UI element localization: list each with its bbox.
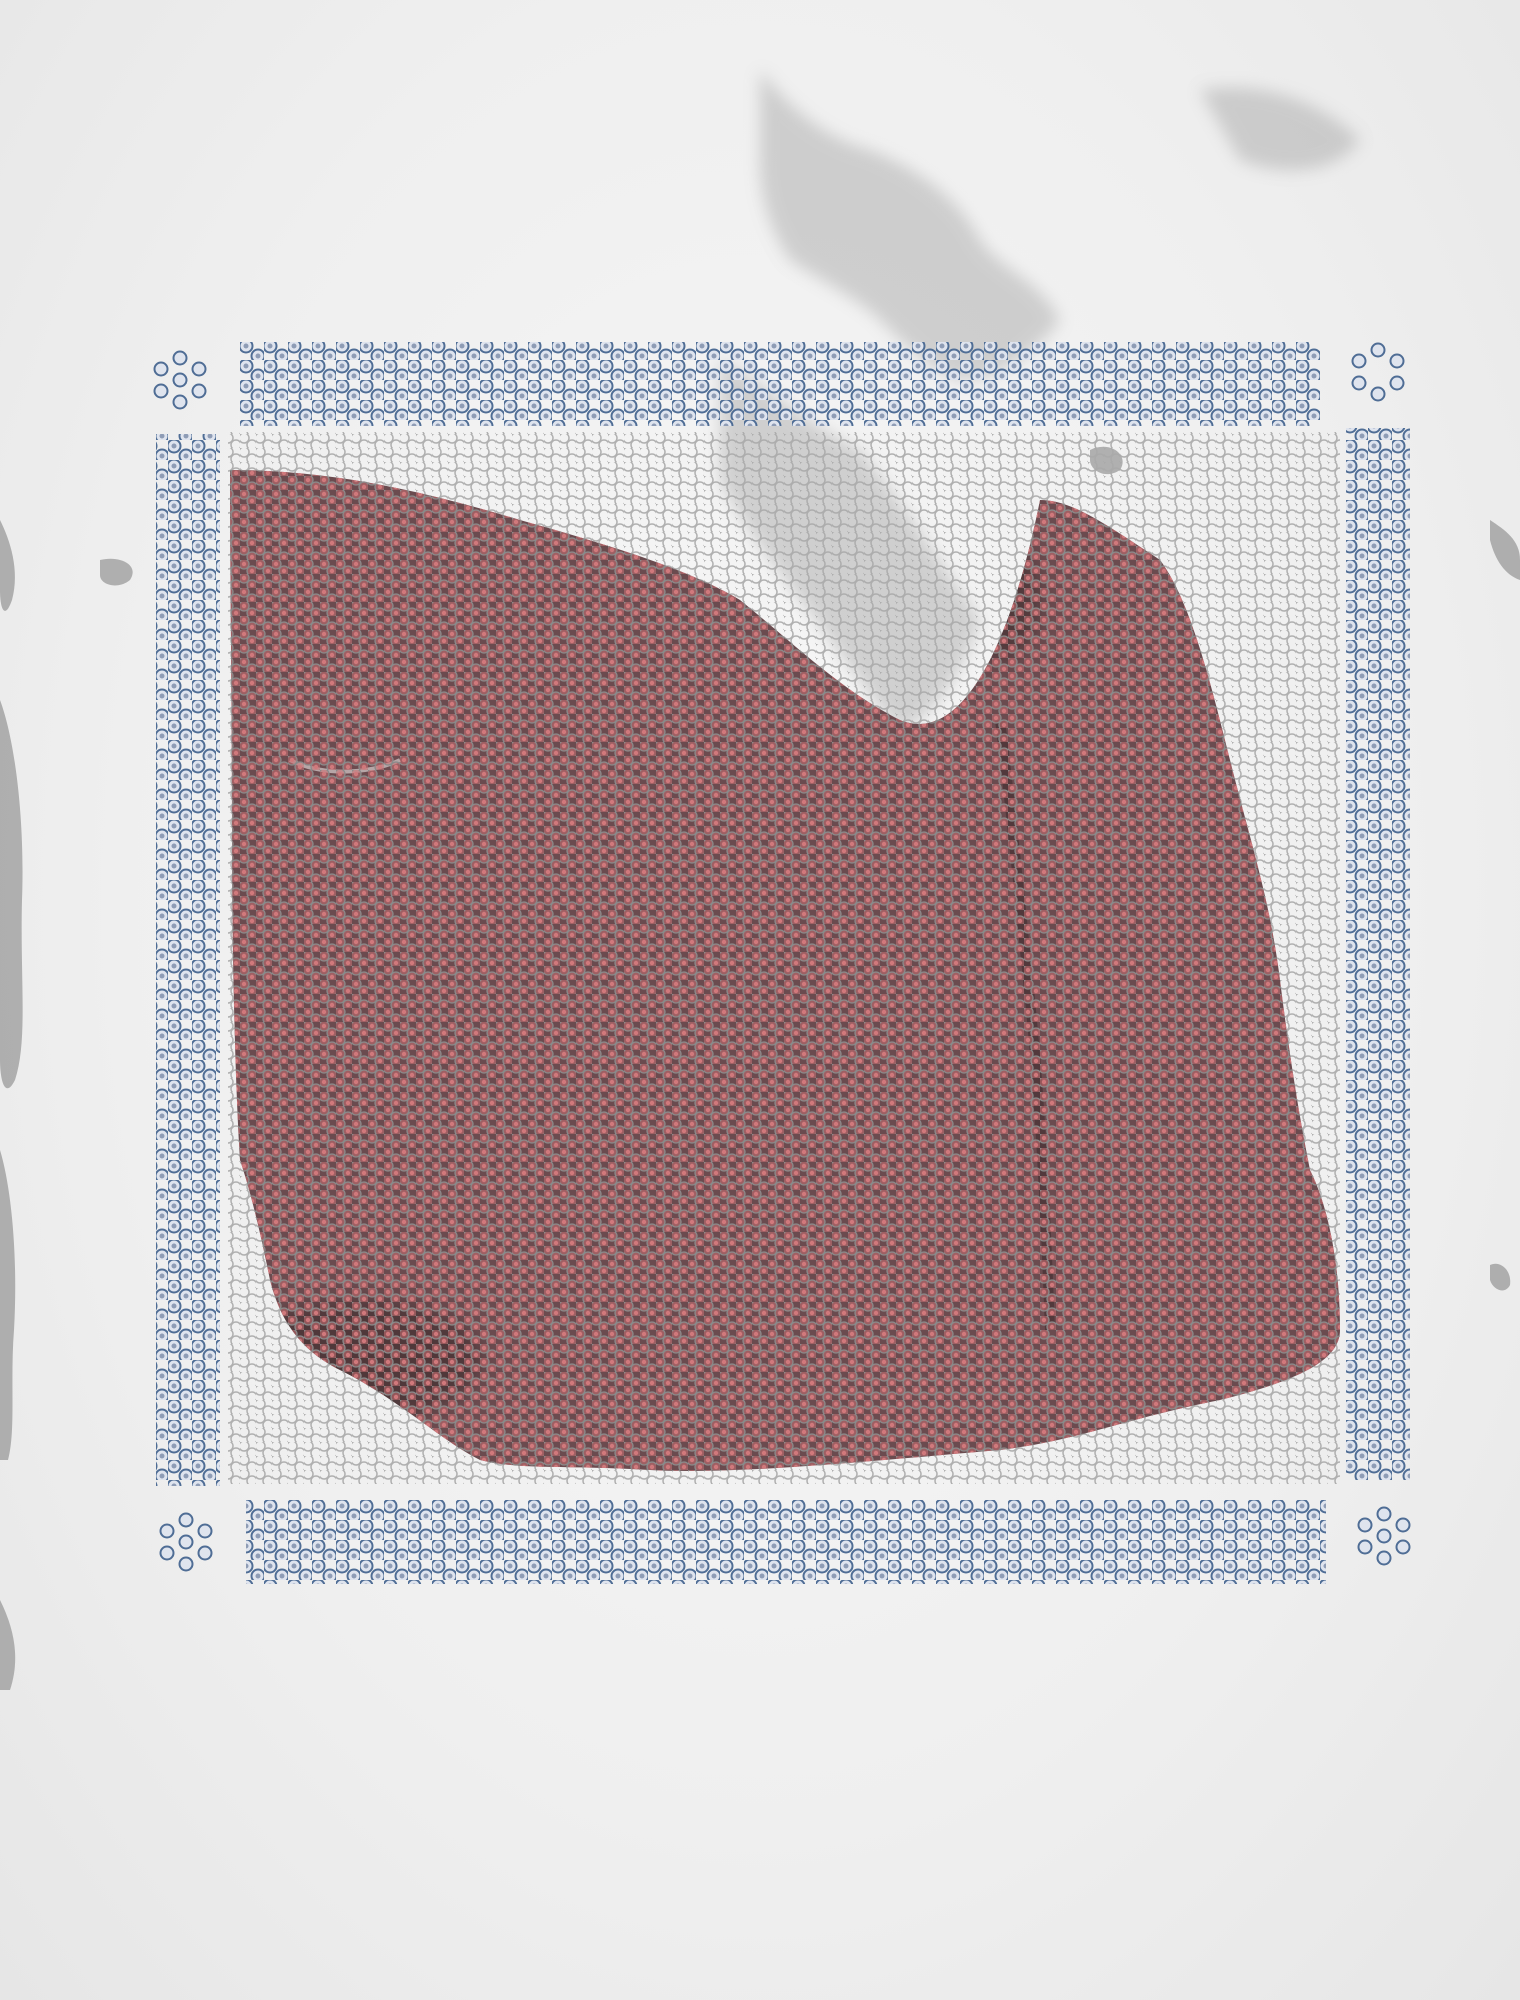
fiducial-top-row xyxy=(240,342,1320,426)
fiducial-left-column xyxy=(156,434,220,1486)
fiducial-corner-bottom-right xyxy=(1359,1508,1410,1565)
fiducial-corner-top-left xyxy=(155,352,206,409)
fiducial-corner-bottom-left xyxy=(161,1514,212,1571)
fiducial-right-column xyxy=(1346,428,1410,1480)
fiducial-corner-top-right xyxy=(1353,344,1404,401)
fiducial-bottom-row xyxy=(246,1500,1326,1584)
